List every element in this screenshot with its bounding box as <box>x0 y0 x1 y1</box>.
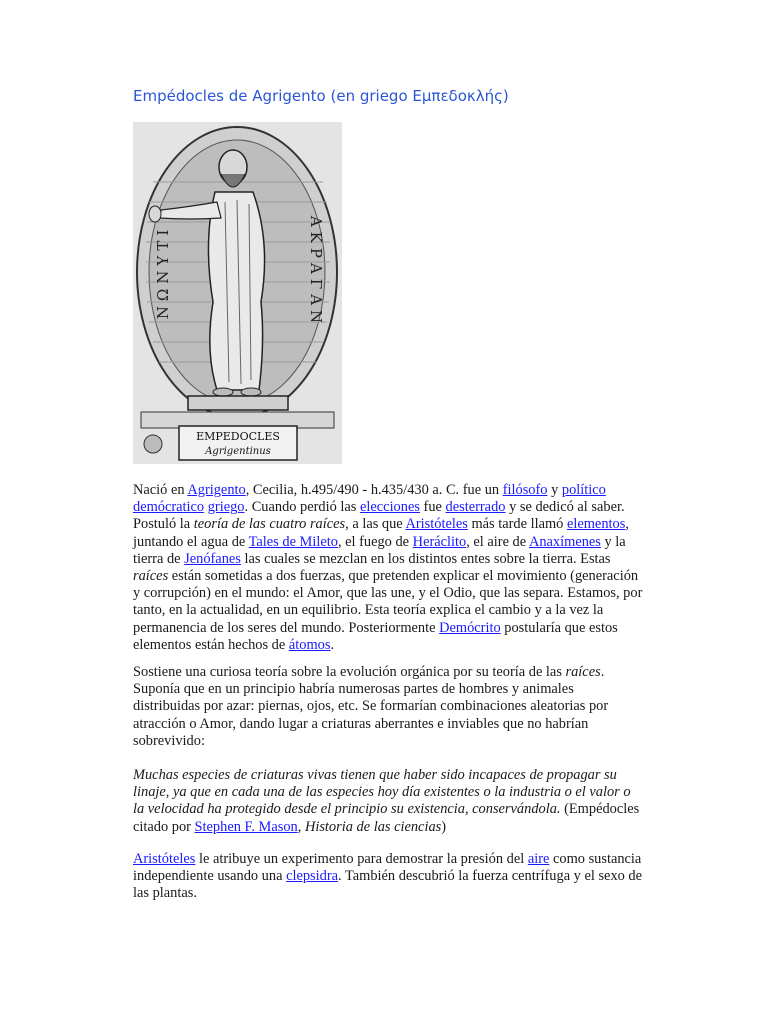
plaque-name: EMPEDOCLES <box>196 430 280 443</box>
paragraph-quote <box>133 767 643 836</box>
text: (Empédocles citado por <box>133 801 640 835</box>
link-clepsidra[interactable]: clepsidra <box>286 868 339 885</box>
emphasis-teoria: teoría de las cuatro raíces <box>193 516 346 533</box>
text: como sustancia independiente usando una <box>133 851 642 885</box>
text: y se dedicó al saber. Postuló la <box>133 499 625 533</box>
text: , el aire de <box>466 533 529 550</box>
paragraph-biography <box>133 482 643 654</box>
text: postularía que estos elementos están hechos de <box>133 619 618 653</box>
text: . <box>330 636 335 653</box>
link-griego[interactable]: griego <box>207 499 245 516</box>
link-aristoteles[interactable]: Aristóteles <box>405 516 468 533</box>
text: fue <box>419 499 446 516</box>
empedocles-engraving <box>133 122 342 464</box>
emphasis-historia: Historia de las ciencias <box>304 818 442 835</box>
page-title: Empédocles de Agrigento (en griego Εμπεδοκλής) <box>133 87 509 105</box>
text: le atribuye un experimento para demostrar la presión del <box>195 851 528 867</box>
text: , juntando el agua de <box>133 516 629 550</box>
emphasis-raices: raíces <box>133 568 169 585</box>
text: , Cecilia, h.495/490 - h.435/430 a. C. fue un <box>245 482 503 498</box>
link-atomos[interactable]: átomos <box>288 636 331 653</box>
link-elementos[interactable]: elementos <box>566 516 626 533</box>
paragraph-evolution <box>133 664 643 750</box>
emphasis-raices: raíces <box>565 664 601 680</box>
text: ) <box>441 818 447 835</box>
text: Sostiene una curiosa teoría sobre la evolución orgánica por su teoría de las <box>133 664 566 680</box>
link-filosofo[interactable]: filósofo <box>502 482 548 498</box>
plaque-subtitle: Agrigentinus <box>205 446 271 457</box>
link-aire[interactable]: aire <box>527 851 550 867</box>
text: y <box>547 482 562 498</box>
text: , <box>297 818 305 835</box>
paragraph-experiment <box>133 851 643 903</box>
inscription-right: ΑΚΡΑΓΑΝ <box>307 215 325 329</box>
text: . Cuando perdió las <box>244 499 361 516</box>
text: las cuales se mezclan en los distintos entes sobre la tierra. Estas <box>240 550 611 567</box>
link-stephen-mason[interactable]: Stephen F. Mason <box>194 818 298 835</box>
text: Nació en <box>133 482 188 498</box>
text: . Suponía que en un principio habría numerosas partes de hombres y animales distribuidas por azar: piernas, ojos, etc. Se formarían combinaciones aleatorias por atracción o Amor, dando lugar a criaturas aberrantes e inviables que no habrían sobrevivido: <box>133 664 609 749</box>
text: más tarde llamó <box>467 516 567 533</box>
text: y la tierra de <box>133 533 626 567</box>
link-agrigento[interactable]: Agrigento <box>187 482 246 498</box>
text: , el fuego de <box>337 533 413 550</box>
link-tales-de-mileto[interactable]: Tales de Mileto <box>248 533 338 550</box>
link-democrito[interactable]: Demócrito <box>439 619 501 636</box>
link-aristoteles[interactable]: Aristóteles <box>133 851 196 867</box>
link-politico-democratico[interactable]: político demócratico <box>133 482 606 516</box>
link-elecciones[interactable]: elecciones <box>360 499 420 516</box>
link-anaximenes[interactable]: Anaxímenes <box>528 533 601 550</box>
text: , a las que <box>345 516 406 533</box>
engraving-image <box>133 122 342 464</box>
link-jenofanes[interactable]: Jenófanes <box>184 550 241 567</box>
text: están sometidas a dos fuerzas, que pretenden explicar el movimiento (generación y corrupción) en el mundo: el Amor, que las une, y el Odio, que las separa. Estamos, por tanto, en la actualidad, en un equilibrio. Esta teoría explica el cambio y a la vez la permanencia de los seres del mundo. Posteriormente <box>133 568 643 636</box>
quote-text: Muchas especies de criaturas vivas tienen que haber sido incapaces de propagar su linaje, ya que en cada una de las especies hoy día existentes o la industria o el valor o la velocidad ha protegido desde el principio su existencia, conservándola. <box>133 767 631 818</box>
link-desterrado[interactable]: desterrado <box>445 499 506 516</box>
inscription-left: ΝΩΝΥΤΙ <box>154 224 172 320</box>
text: . También descubrió la fuerza centrífuga y el sexo de las plantas. <box>133 868 643 902</box>
link-heraclito[interactable]: Heráclito <box>412 533 467 550</box>
